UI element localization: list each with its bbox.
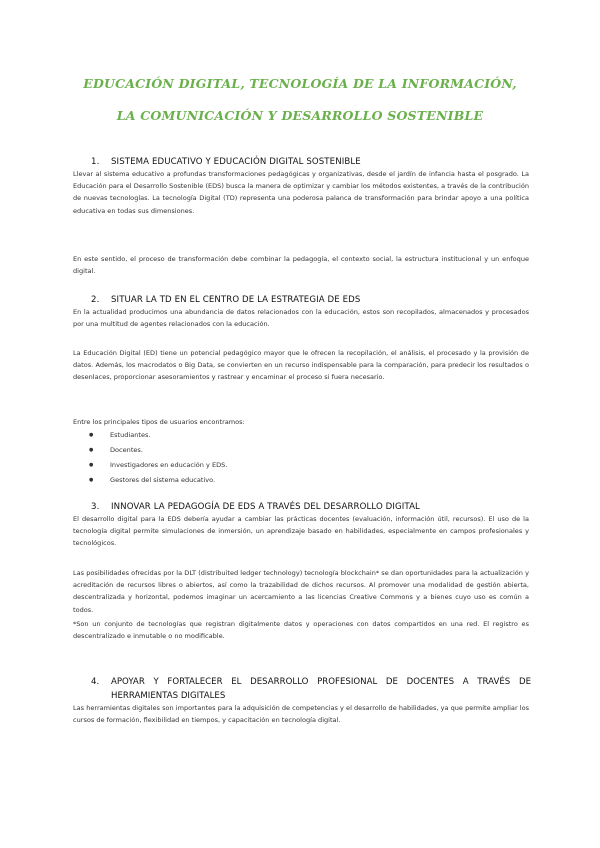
document-title-line-1: EDUCACIÓN DIGITAL, TECNOLOGÍA DE LA INFORMACIÓN, bbox=[83, 76, 517, 91]
list-item: ● Estudiantes. bbox=[92, 431, 151, 439]
section-1-heading bbox=[91, 157, 361, 167]
paragraph: Entre los principales tipos de usuarios encontramos: bbox=[73, 418, 245, 426]
section-number: 2. bbox=[91, 295, 100, 305]
section-3-heading bbox=[91, 502, 420, 512]
paragraph: La Educación Digital (ED) tiene un potencial pedagógico mayor que le ofrecen la recopilación, el análisis, el procesado y la provisión de datos. Además, los macrodatos o Big Data, se convierten en un recurso indispensable para la comparación, para predecir los resultados o desenlaces, proporcionar asesoramientos y rastrear y encaminar el proceso si fuera necesario. bbox=[73, 349, 529, 382]
section-title: APOYAR Y FORTALECER EL DESARROLLO PROFESIONAL DE DOCENTES A TRAVÉS DE HERRAMIENTAS DIGITALES bbox=[111, 677, 531, 701]
paragraph: Las posibilidades ofrecidas por la DLT (distribuited ledger technology) tecnología blockchain* se dan oportunidades para la actualización y acreditación de recursos libres o abiertos, así como la trazabilidad de dichos recursos. Al promover una modalidad de gestión abierta, descentralizada y horizontal, podemos imaginar un acercamiento a las licencias Creative Commons y a bienes cuyo uso es común a todos. bbox=[73, 569, 529, 614]
section-title: INNOVAR LA PEDAGOGÍA DE EDS A TRAVÉS DEL DESARROLLO DIGITAL bbox=[111, 502, 420, 512]
section-number: 4. bbox=[91, 677, 100, 687]
document-title-line-2: LA COMUNICACIÓN Y DESARROLLO SOSTENIBLE bbox=[116, 108, 484, 123]
paragraph: En la actualidad producimos una abundancia de datos relacionados con la educación, estos son recopilados, almacenados y procesados por una multitud de agentes relacionados con la educación. bbox=[73, 308, 529, 329]
paragraph: Llevar al sistema educativo a profundas transformaciones pedagógicas y organizativas, desde el jardín de infancia hasta el posgrado. La Educación para el Desarrollo Sostenible (EDS) busca la manera de optimizar y cambiar los métodos existentes, a través de la contribución de nuevas tecnologías. La tecnología Digital (TD) representa una poderosa palanca de transformación para brindar apoyo a una política educativa en todas sus dimensiones. bbox=[73, 170, 529, 215]
paragraph: El desarrollo digital para la EDS debería ayudar a cambiar las prácticas docentes (evaluación, información útil, recursos). El uso de la tecnología digital permite simulaciones de inmersión, un aprendizaje basado en habilidades, especialmente en campos profesionales y tecnológicos. bbox=[73, 515, 529, 548]
list-item: ● Gestores del sistema educativo. bbox=[92, 476, 215, 484]
section-number: 1. bbox=[91, 157, 100, 167]
list-item: ● Docentes. bbox=[92, 446, 143, 454]
section-number: 3. bbox=[91, 502, 100, 512]
section-title: SITUAR LA TD EN EL CENTRO DE LA ESTRATEGIA DE EDS bbox=[111, 295, 361, 305]
section-4-heading bbox=[91, 675, 531, 703]
section-title: SISTEMA EDUCATIVO Y EDUCACIÓN DIGITAL SOSTENIBLE bbox=[111, 157, 361, 167]
section-2-heading bbox=[91, 295, 360, 305]
list-item: ● Investigadores en educación y EDS. bbox=[92, 461, 227, 469]
paragraph-footnote: *Son un conjunto de tecnologías que registran digitalmente datos y operaciones con datos compartidos en una red. El registro es descentralizado e inmutable o no modificable. bbox=[73, 620, 529, 641]
paragraph: En este sentido, el proceso de transformación debe combinar la pedagogía, el contexto social, la estructura institucional y un enfoque digital. bbox=[73, 255, 529, 276]
paragraph: Las herramientas digitales son importantes para la adquisición de competencias y el desarrollo de habilidades, ya que permite ampliar los cursos de formación, flexibilidad en tiempos, y capacitación en tecnología digital. bbox=[73, 704, 529, 725]
